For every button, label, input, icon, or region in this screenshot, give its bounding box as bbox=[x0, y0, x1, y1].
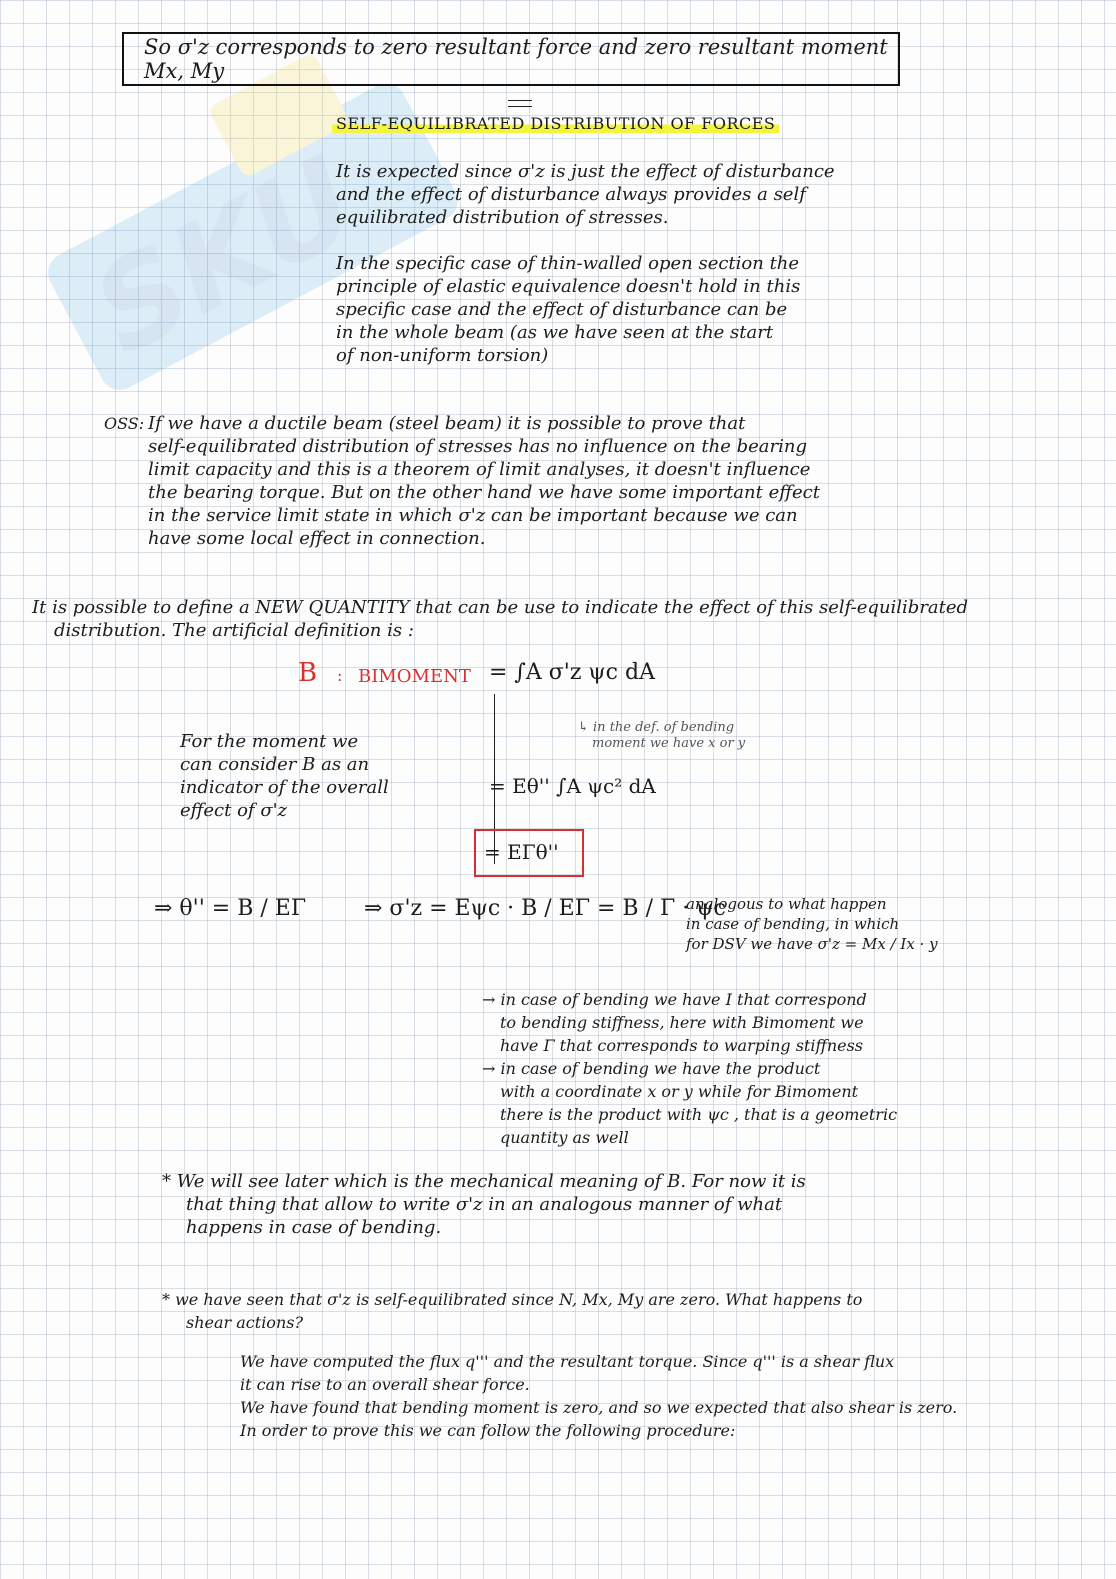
bimoment-eq2: = Eθ'' ∫A ψc² dA bbox=[489, 774, 656, 798]
text-line: the bearing torque. But on the other hand we have some important effect bbox=[148, 482, 820, 503]
text-line: it can rise to an overall shear force. bbox=[240, 1375, 530, 1394]
final-paragraph bbox=[240, 1350, 1070, 1442]
text-line: It is possible to define a NEW QUANTITY that can be use to indicate the effect of this self-equilibrated bbox=[32, 597, 969, 618]
theta-result: ⇒ θ'' = B / EΓ bbox=[154, 896, 307, 921]
paragraph-expected bbox=[336, 160, 836, 229]
text-line: and the effect of disturbance always provides a self bbox=[336, 184, 806, 205]
watermark-logo bbox=[20, 40, 500, 460]
text-line: specific case and the effect of disturbance can be bbox=[336, 299, 788, 320]
comparison-notes bbox=[482, 988, 942, 1149]
oss-paragraph bbox=[148, 412, 848, 550]
text-line: → in case of bending we have the product bbox=[482, 1059, 821, 1078]
oss-label: OSS: bbox=[104, 414, 145, 433]
section-heading: SELF-EQUILIBRATED DISTRIBUTION OF FORCES bbox=[332, 114, 779, 133]
text-line: ↳ in the def. of bending bbox=[578, 720, 735, 735]
bimoment-label: BIMOMENT bbox=[358, 666, 471, 687]
text-line: limit capacity and this is a theorem of limit analyses, it doesn't influence bbox=[148, 459, 811, 480]
text-line: moment we have x or y bbox=[592, 736, 746, 751]
text-line: can consider B as an bbox=[180, 754, 370, 775]
text-line: → in case of bending we have I that correspond bbox=[482, 990, 867, 1009]
text-line: happens in case of bending. bbox=[186, 1217, 442, 1238]
definition-paragraph bbox=[32, 596, 1032, 642]
text-line: have some local effect in connection. bbox=[148, 528, 486, 549]
text-line: quantity as well bbox=[500, 1128, 629, 1147]
bimoment-note bbox=[578, 720, 745, 752]
text-line: of non-uniform torsion) bbox=[336, 345, 549, 366]
text-line: analogous to what happen bbox=[686, 895, 887, 913]
text-line: have Γ that corresponds to warping stiffness bbox=[500, 1036, 864, 1055]
bimoment-symbol: B bbox=[298, 658, 318, 688]
top-statement-text: So σ'z corresponds to zero resultant force and zero resultant moment Mx, My bbox=[144, 35, 888, 83]
text-line: In order to prove this we can follow the following procedure: bbox=[240, 1421, 736, 1440]
bimoment-eq1: = ∫A σ'z ψc dA bbox=[489, 660, 655, 685]
text-line: We have computed the flux q''' and the resultant torque. Since q''' is a shear flux bbox=[240, 1352, 895, 1371]
side-note bbox=[180, 730, 440, 822]
text-line: We have found that bending moment is zero, and so we expected that also shear is zero. bbox=[240, 1398, 958, 1417]
text-line: in the whole beam (as we have seen at the start bbox=[336, 322, 774, 343]
sigma-result: ⇒ σ'z = Eψc · B / EΓ = B / Γ · ψc bbox=[364, 896, 726, 921]
text-line: that thing that allow to write σ'z in an analogous manner of what bbox=[186, 1194, 783, 1215]
text-line: in the service limit state in which σ'z can be important because we can bbox=[148, 505, 798, 526]
double-line-mark bbox=[508, 100, 532, 101]
text-line: equilibrated distribution of stresses. bbox=[336, 207, 669, 228]
double-line-mark bbox=[508, 106, 532, 107]
bimoment-eq3: = EΓθ'' bbox=[484, 840, 559, 864]
text-line: to bending stiffness, here with Bimoment we bbox=[500, 1013, 864, 1032]
text-line: * we have seen that σ'z is self-equilibrated since N, Mx, My are zero. What happens to bbox=[162, 1290, 863, 1309]
text-line: principle of elastic equivalence doesn't hold in this bbox=[336, 276, 801, 297]
svg-text:SKU: SKU bbox=[72, 131, 379, 382]
analogy-note bbox=[686, 894, 946, 954]
text-line: It is expected since σ'z is just the effect of disturbance bbox=[336, 161, 835, 182]
text-line: In the specific case of thin-walled open section the bbox=[336, 253, 800, 274]
text-line: For the moment we bbox=[180, 731, 359, 752]
text-line: effect of σ'z bbox=[180, 800, 288, 821]
star-note-2 bbox=[162, 1288, 962, 1334]
text-line: distribution. The artificial definition is : bbox=[54, 620, 414, 641]
text-line: If we have a ductile beam (steel beam) it is possible to prove that bbox=[148, 413, 746, 434]
text-line: there is the product with ψc , that is a geometric bbox=[500, 1105, 898, 1124]
text-line: shear actions? bbox=[186, 1313, 304, 1332]
star-note-1 bbox=[162, 1170, 942, 1239]
text-line: self-equilibrated distribution of stresses has no influence on the bearing bbox=[148, 436, 807, 457]
text-line: * We will see later which is the mechanical meaning of B. For now it is bbox=[162, 1171, 806, 1192]
text-line: for DSV we have σ'z = Mx / Ix · y bbox=[686, 935, 938, 953]
text-line: indicator of the overall bbox=[180, 777, 389, 798]
top-statement-box bbox=[122, 32, 900, 86]
text-line: with a coordinate x or y while for Bimoment bbox=[500, 1082, 859, 1101]
text-line: in case of bending, in which bbox=[686, 915, 900, 933]
bimoment-colon: : bbox=[337, 666, 343, 685]
paragraph-thin-walled bbox=[336, 252, 836, 367]
